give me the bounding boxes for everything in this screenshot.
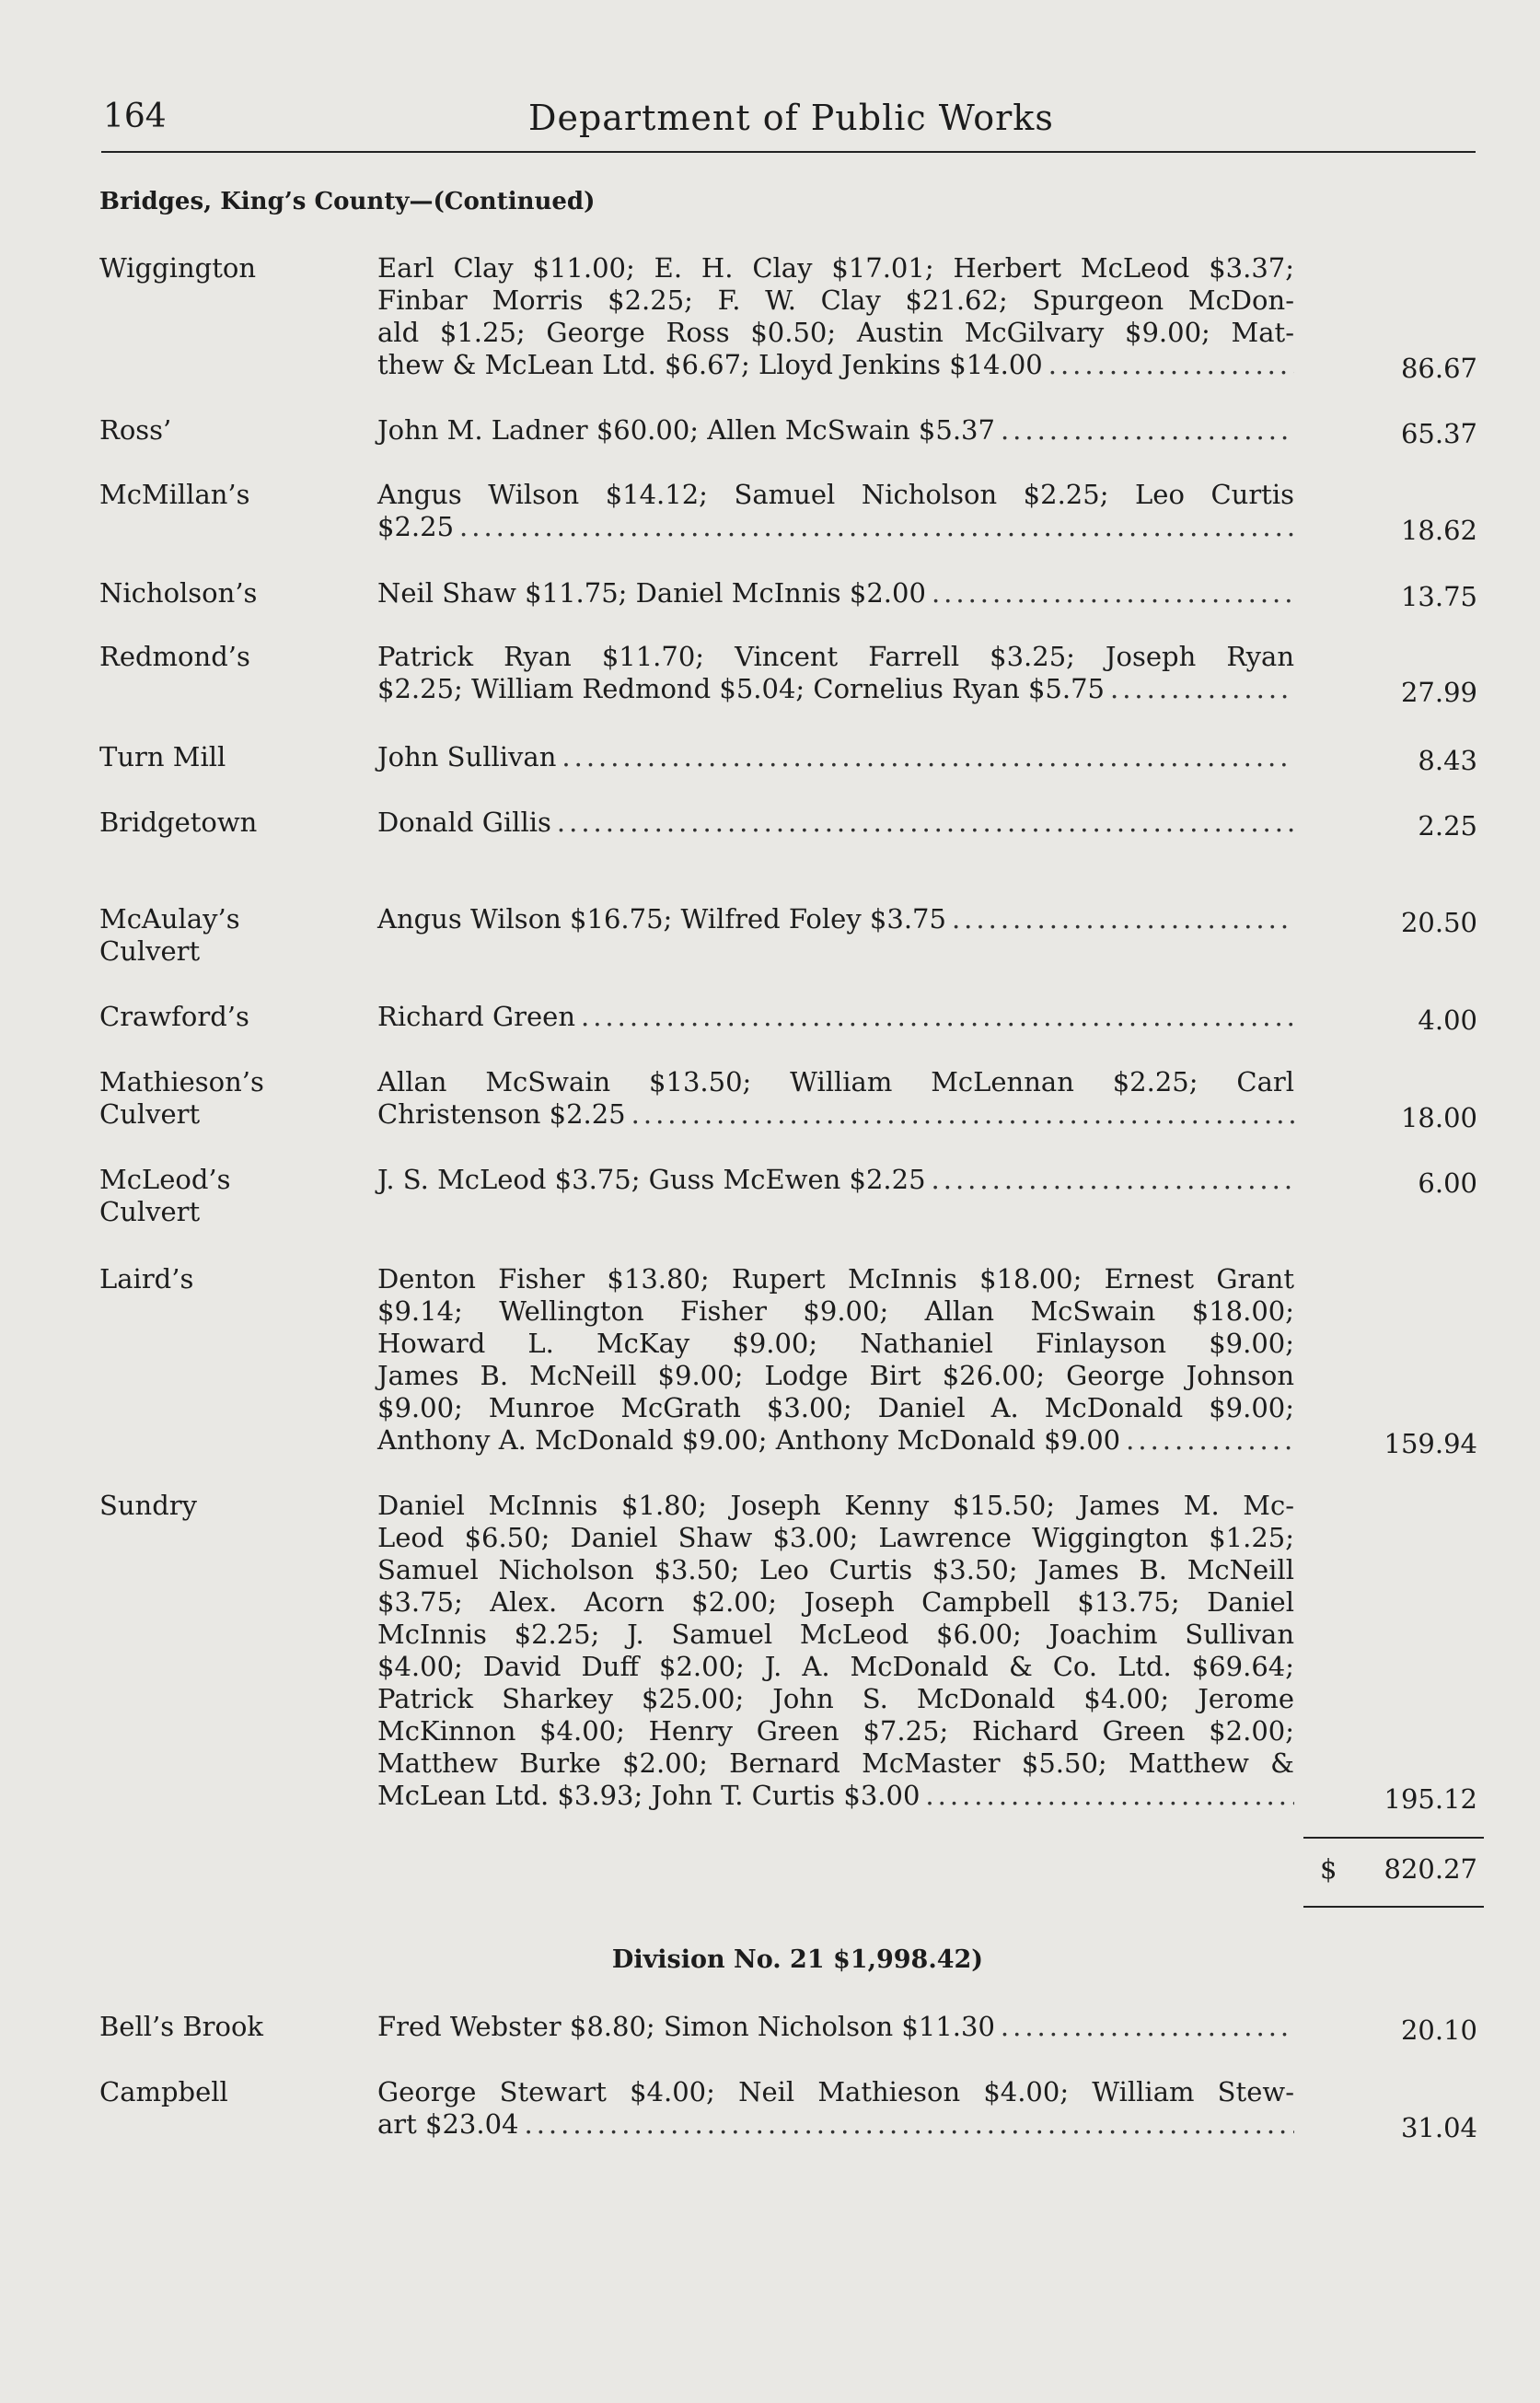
page-number: 164 (103, 98, 167, 135)
description-line: Patrick Ryan $11.70; Vincent Farrell $3.25; Joseph Ryan (377, 641, 1294, 672)
running-title: Department of Public Works (528, 98, 1054, 138)
description-last-line (377, 349, 1294, 381)
description-last-line (377, 2108, 1294, 2141)
description-last-line (377, 577, 1294, 609)
entry-amount: 18.62 (1400, 515, 1477, 546)
description-line: Matthew Burke $2.00; Bernard McMaster $5.50; Matthew & (377, 1747, 1294, 1779)
description-line: Christenson $2.25 (377, 1098, 626, 1130)
entry-name: Wiggington (99, 252, 257, 284)
entry-amount: 6.00 (1418, 1167, 1477, 1199)
entry-name: Mathieson’s Culvert (99, 1066, 264, 1130)
description-last-line (377, 414, 1294, 447)
entry-amount: 31.04 (1400, 2112, 1477, 2143)
entry-name: Crawford’s (99, 1001, 249, 1032)
entry-name: McMillan’s (99, 479, 250, 510)
description-line: $9.14; Wellington Fisher $9.00; Allan McSwain $18.00; (377, 1295, 1294, 1327)
description-line: Howard L. McKay $9.00; Nathaniel Finlayson $9.00; (377, 1328, 1294, 1359)
description-line: Angus Wilson $16.75; Wilfred Foley $3.75 (377, 903, 946, 934)
description-line: George Stewart $4.00; Neil Mathieson $4.00; William Stew- (377, 2076, 1294, 2107)
entry-description (377, 1001, 1294, 1033)
description-line: $4.00; David Duff $2.00; J. A. McDonald & Co. Ltd. $69.64; (377, 1651, 1294, 1682)
description-line: $2.25; William Redmond $5.04; Cornelius Ryan $5.75 (377, 673, 1105, 704)
entry-name: Bell’s Brook (99, 2011, 264, 2042)
subtotal-rule (1303, 1837, 1484, 1839)
entry-amount: 8.43 (1418, 745, 1477, 776)
dot-leader (525, 2108, 1295, 2141)
description-line: McLean Ltd. $3.93; John T. Curtis $3.00 (377, 1780, 921, 1811)
dot-leader (1001, 2011, 1294, 2043)
entry-amount: 18.00 (1400, 1102, 1477, 1133)
description-line: Fred Webster $8.80; Simon Nicholson $11.30 (377, 2011, 995, 2042)
entry-description (377, 414, 1294, 447)
description-last-line (377, 1001, 1294, 1033)
entry-amount: 20.50 (1400, 907, 1477, 938)
description-last-line (377, 903, 1294, 935)
dot-leader (932, 577, 1294, 609)
dot-leader (932, 1164, 1294, 1196)
entry-description (377, 252, 1294, 381)
description-line: Samuel Nicholson $3.50; Leo Curtis $3.50; James B. McNeill (377, 1554, 1294, 1585)
entry-name: Nicholson’s (99, 577, 258, 609)
entry-amount: 195.12 (1384, 1783, 1477, 1815)
description-line: Finbar Morris $2.25; F. W. Clay $21.62; Spurgeon McDon- (377, 284, 1294, 316)
dot-leader (1001, 414, 1294, 447)
description-line: Neil Shaw $11.75; Daniel McInnis $2.00 (377, 577, 926, 609)
description-line: Richard Green (377, 1001, 575, 1032)
dot-leader (557, 807, 1294, 839)
description-line: John M. Ladner $60.00; Allen McSwain $5.37 (377, 414, 995, 446)
description-line: Patrick Sharkey $25.00; John S. McDonald $4.00; Jerome (377, 1683, 1294, 1714)
entry-amount: 159.94 (1384, 1428, 1477, 1459)
description-line: $2.25 (377, 511, 455, 542)
entry-name: Ross’ (99, 414, 172, 446)
entry-description (377, 479, 1294, 543)
dot-leader (459, 511, 1294, 543)
entry-description (377, 641, 1294, 705)
entry-name: Bridgetown (99, 807, 258, 838)
description-last-line (377, 1164, 1294, 1196)
entry-amount: 20.10 (1400, 2014, 1477, 2046)
entry-name: McLeod’s Culvert (99, 1164, 231, 1227)
dot-leader (562, 741, 1294, 773)
dot-leader (631, 1098, 1294, 1131)
entry-name: Campbell (99, 2076, 228, 2107)
entry-description (377, 1490, 1294, 1812)
dot-leader (1126, 1424, 1294, 1457)
description-line: Anthony A. McDonald $9.00; Anthony McDonald $9.00 (377, 1424, 1121, 1456)
dot-leader (952, 903, 1294, 935)
description-last-line (377, 807, 1294, 839)
total-rule (1303, 1906, 1484, 1908)
entry-name: Turn Mill (99, 741, 226, 772)
dot-leader (925, 1780, 1294, 1812)
description-line: Donald Gillis (377, 807, 551, 838)
entry-name: McAulay’s Culvert (99, 903, 240, 967)
entry-name: Redmond’s (99, 641, 250, 672)
entry-description (377, 741, 1294, 773)
section-heading: Bridges, King’s County—(Continued) (99, 188, 596, 215)
total-amount: 820.27 (1384, 1853, 1477, 1885)
description-last-line (377, 673, 1294, 705)
entry-amount: 65.37 (1400, 418, 1477, 449)
dot-leader (1110, 673, 1294, 705)
description-last-line (377, 2011, 1294, 2043)
description-line: art $23.04 (377, 2108, 519, 2140)
description-line: Allan McSwain $13.50; William McLennan $2.25; Carl (377, 1066, 1294, 1097)
dot-leader (581, 1001, 1294, 1033)
description-line: thew & McLean Ltd. $6.67; Lloyd Jenkins $14.00 (377, 349, 1043, 380)
description-line: McKinnon $4.00; Henry Green $7.25; Richard Green $2.00; (377, 1715, 1294, 1747)
description-line: John Sullivan (377, 741, 557, 772)
entry-amount: 27.99 (1400, 677, 1477, 708)
description-last-line (377, 1780, 1294, 1812)
description-last-line (377, 1098, 1294, 1131)
page-header (101, 96, 1476, 153)
description-line: Daniel McInnis $1.80; Joseph Kenny $15.50; James M. Mc- (377, 1490, 1294, 1521)
entry-name: Sundry (99, 1490, 198, 1521)
division-heading: Division No. 21 $1,998.42) (611, 1945, 984, 1974)
description-line: ald $1.25; George Ross $0.50; Austin McGilvary $9.00; Mat- (377, 317, 1294, 348)
total-currency: $ (1320, 1853, 1337, 1885)
description-last-line (377, 511, 1294, 543)
entry-name: Laird’s (99, 1263, 194, 1294)
description-line: Earl Clay $11.00; E. H. Clay $17.01; Herbert McLeod $3.37; (377, 252, 1294, 284)
description-line: $9.00; Munroe McGrath $3.00; Daniel A. McDonald $9.00; (377, 1392, 1294, 1423)
description-last-line (377, 1424, 1294, 1457)
entry-description (377, 2011, 1294, 2043)
dot-leader (1048, 349, 1294, 381)
entry-description (377, 577, 1294, 609)
entry-description (377, 807, 1294, 839)
description-line: $3.75; Alex. Acorn $2.00; Joseph Campbell $13.75; Daniel (377, 1586, 1294, 1618)
description-line: Denton Fisher $13.80; Rupert McInnis $18.00; Ernest Grant (377, 1263, 1294, 1294)
description-line: McInnis $2.25; J. Samuel McLeod $6.00; Joachim Sullivan (377, 1619, 1294, 1650)
entry-description (377, 903, 1294, 935)
entry-description (377, 1263, 1294, 1457)
entry-description (377, 2076, 1294, 2141)
entry-amount: 4.00 (1418, 1004, 1477, 1036)
description-last-line (377, 741, 1294, 773)
entry-description (377, 1164, 1294, 1196)
entry-amount: 13.75 (1400, 581, 1477, 612)
description-line: Angus Wilson $14.12; Samuel Nicholson $2.25; Leo Curtis (377, 479, 1294, 510)
entry-description (377, 1066, 1294, 1131)
entry-amount: 2.25 (1418, 810, 1477, 842)
description-line: Leod $6.50; Daniel Shaw $3.00; Lawrence Wiggington $1.25; (377, 1522, 1294, 1553)
description-line: James B. McNeill $9.00; Lodge Birt $26.00; George Johnson (377, 1360, 1294, 1391)
entry-amount: 86.67 (1400, 353, 1477, 384)
description-line: J. S. McLeod $3.75; Guss McEwen $2.25 (377, 1164, 926, 1195)
